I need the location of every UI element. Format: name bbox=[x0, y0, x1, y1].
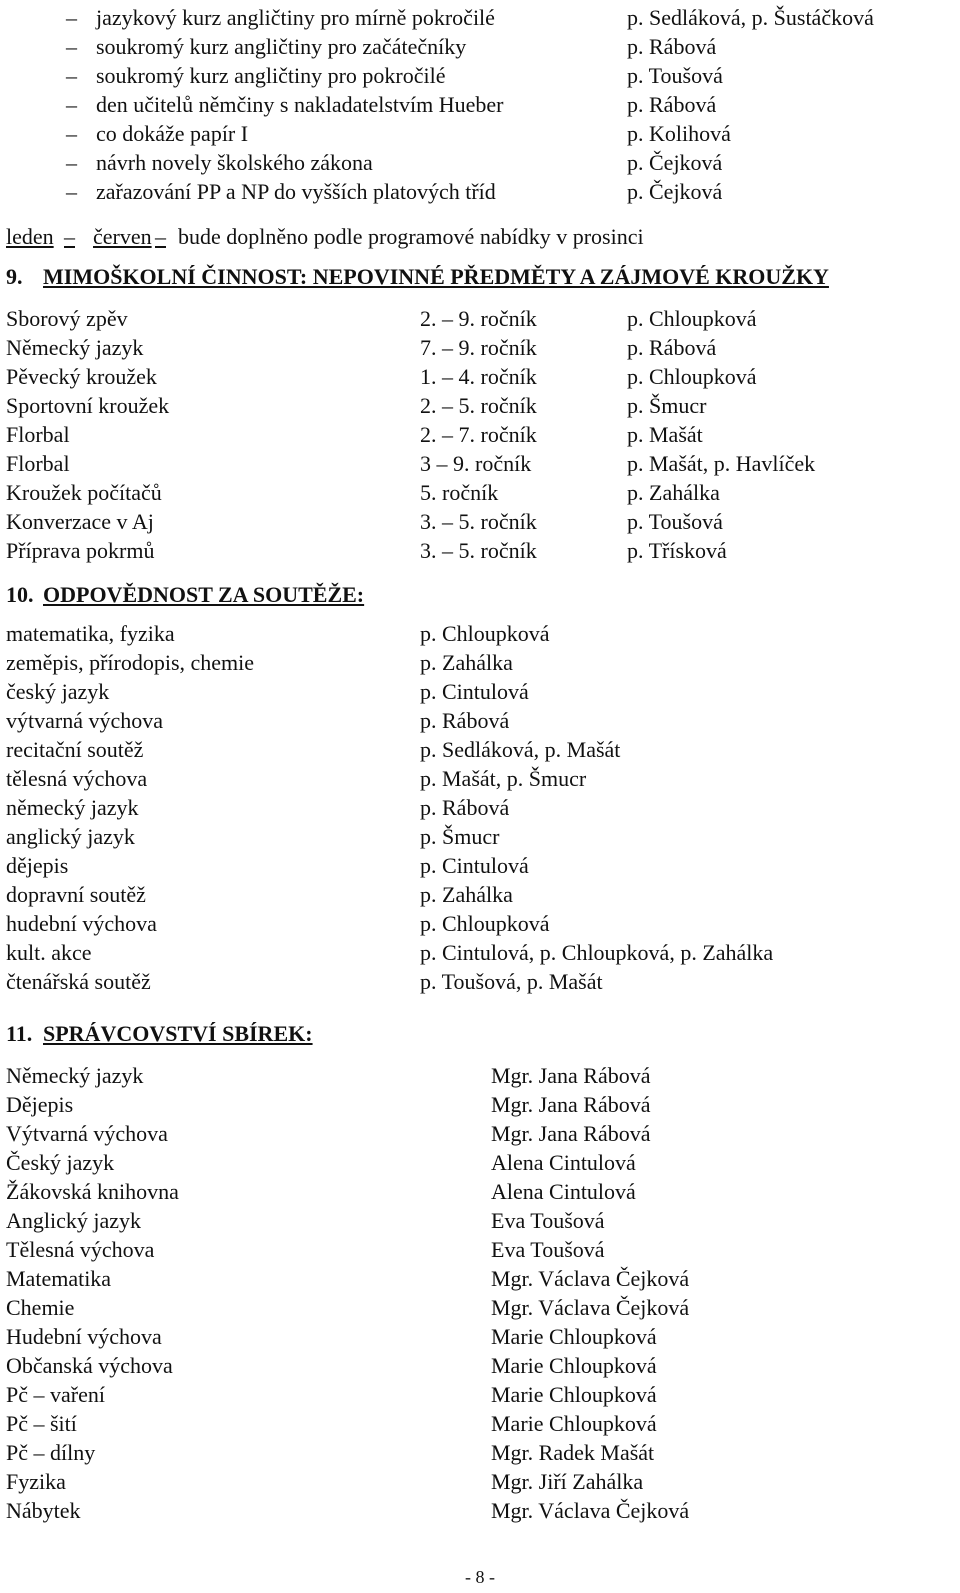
competition-person: p. Sedláková, p. Mašát bbox=[420, 737, 621, 762]
page-footer bbox=[0, 1563, 960, 1592]
competition-person: p. Rábová bbox=[420, 708, 510, 733]
table-row bbox=[0, 1206, 960, 1235]
activity-grades: 3. – 5. ročník bbox=[420, 538, 537, 563]
table-row bbox=[0, 1090, 960, 1119]
collection-curator: Alena Cintulová bbox=[491, 1179, 636, 1204]
course-row bbox=[0, 119, 960, 148]
course-name: zařazování PP a NP do vyšších platových tříd bbox=[96, 179, 496, 204]
competition-person: p. Zahálka bbox=[420, 882, 513, 907]
table-row bbox=[0, 967, 960, 996]
collection-curator: Mgr. Jana Rábová bbox=[491, 1121, 651, 1146]
course-name: soukromý kurz angličtiny pro začátečníky bbox=[96, 34, 467, 59]
collection-curator: Mgr. Václava Čejková bbox=[491, 1266, 690, 1291]
activity-name: Německý jazyk bbox=[6, 335, 144, 360]
competition-subject: kult. akce bbox=[6, 940, 92, 965]
table-row bbox=[0, 1119, 960, 1148]
collection-curator: Eva Toušová bbox=[491, 1208, 605, 1233]
activity-grades: 1. – 4. ročník bbox=[420, 364, 537, 389]
table-row bbox=[0, 938, 960, 967]
competition-subject: český jazyk bbox=[6, 679, 110, 704]
course-name: den učitelů němčiny s nakladatelstvím Hueber bbox=[96, 92, 504, 117]
period-from: leden bbox=[6, 224, 54, 249]
table-row bbox=[0, 1467, 960, 1496]
collection-curator: Alena Cintulová bbox=[491, 1150, 636, 1175]
competition-subject: matematika, fyzika bbox=[6, 621, 175, 646]
section-heading bbox=[0, 1019, 960, 1048]
competition-person: p. Šmucr bbox=[420, 824, 500, 849]
course-dash: – bbox=[66, 63, 77, 88]
activity-name: Konverzace v Aj bbox=[6, 509, 154, 534]
collection-name: Pč – vaření bbox=[6, 1382, 105, 1407]
collection-curator: Mgr. Jana Rábová bbox=[491, 1092, 651, 1117]
collection-curator: Marie Chloupková bbox=[491, 1324, 657, 1349]
table-row bbox=[0, 1061, 960, 1090]
activity-name: Pěvecký kroužek bbox=[6, 364, 157, 389]
activity-name: Florbal bbox=[6, 451, 70, 476]
period-dash: – bbox=[155, 224, 166, 249]
period-text: bude doplněno podle programové nabídky v prosinci bbox=[178, 224, 644, 249]
table-row bbox=[0, 619, 960, 648]
collection-curator: Marie Chloupková bbox=[491, 1353, 657, 1378]
course-row bbox=[0, 148, 960, 177]
collection-name: Matematika bbox=[6, 1266, 112, 1291]
course-row bbox=[0, 177, 960, 206]
course-name: návrh novely školského zákona bbox=[96, 150, 373, 175]
course-person: p. Toušová bbox=[627, 63, 723, 88]
section-title: ODPOVĚDNOST ZA SOUTĚŽE: bbox=[43, 582, 365, 607]
section-number: 9. bbox=[6, 264, 23, 289]
table-row bbox=[0, 1322, 960, 1351]
collection-curator: Eva Toušová bbox=[491, 1237, 605, 1262]
collection-curator: Mgr. Radek Mašát bbox=[491, 1440, 655, 1465]
table-row bbox=[0, 1264, 960, 1293]
table-row bbox=[0, 1177, 960, 1206]
table-row bbox=[0, 706, 960, 735]
course-row bbox=[0, 3, 960, 32]
table-row bbox=[0, 793, 960, 822]
collection-curator: Mgr. Václava Čejková bbox=[491, 1498, 690, 1523]
table-row bbox=[0, 1293, 960, 1322]
table-row bbox=[0, 735, 960, 764]
table-row bbox=[0, 478, 960, 507]
activity-grades: 3. – 5. ročník bbox=[420, 509, 537, 534]
collection-name: Nábytek bbox=[6, 1498, 81, 1523]
competition-subject: čtenářská soutěž bbox=[6, 969, 151, 994]
table-row bbox=[0, 851, 960, 880]
activity-name: Kroužek počítačů bbox=[6, 480, 162, 505]
collection-name: Žákovská knihovna bbox=[6, 1179, 179, 1204]
collection-name: Výtvarná výchova bbox=[6, 1121, 168, 1146]
activity-grades: 2. – 9. ročník bbox=[420, 306, 537, 331]
course-row bbox=[0, 90, 960, 119]
competition-person: p. Mašát, p. Šmucr bbox=[420, 766, 587, 791]
activity-leader: p. Zahálka bbox=[627, 480, 720, 505]
activity-name: Sborový zpěv bbox=[6, 306, 128, 331]
collection-name: Tělesná výchova bbox=[6, 1237, 155, 1262]
course-name: soukromý kurz angličtiny pro pokročilé bbox=[96, 63, 446, 88]
competition-subject: hudební výchova bbox=[6, 911, 157, 936]
activity-grades: 2. – 7. ročník bbox=[420, 422, 537, 447]
activity-leader: p. Šmucr bbox=[627, 393, 707, 418]
competition-person: p. Cintulová bbox=[420, 679, 529, 704]
activity-name: Sportovní kroužek bbox=[6, 393, 170, 418]
course-dash: – bbox=[66, 150, 77, 175]
period-to: červen bbox=[93, 224, 152, 249]
table-row bbox=[0, 764, 960, 793]
competition-subject: anglický jazyk bbox=[6, 824, 135, 849]
activity-leader: p. Toušová bbox=[627, 509, 723, 534]
competition-person: p. Chloupková bbox=[420, 621, 550, 646]
competition-subject: německý jazyk bbox=[6, 795, 139, 820]
collection-name: Dějepis bbox=[6, 1092, 74, 1117]
period-note bbox=[0, 222, 960, 251]
section-title: MIMOŠKOLNÍ ČINNOST: NEPOVINNÉ PŘEDMĚTY A ZÁJMOVÉ KROUŽKY bbox=[43, 264, 829, 289]
competition-person: p. Zahálka bbox=[420, 650, 513, 675]
course-dash: – bbox=[66, 5, 77, 30]
table-row bbox=[0, 1438, 960, 1467]
collection-curator: Mgr. Jiří Zahálka bbox=[491, 1469, 644, 1494]
table-row bbox=[0, 1409, 960, 1438]
activity-leader: p. Třísková bbox=[627, 538, 727, 563]
activity-leader: p. Rábová bbox=[627, 335, 717, 360]
course-person: p. Rábová bbox=[627, 92, 717, 117]
competition-person: p. Toušová, p. Mašát bbox=[420, 969, 603, 994]
table-row bbox=[0, 362, 960, 391]
course-row bbox=[0, 32, 960, 61]
table-row bbox=[0, 304, 960, 333]
table-row bbox=[0, 507, 960, 536]
activity-grades: 3 – 9. ročník bbox=[420, 451, 532, 476]
table-row bbox=[0, 449, 960, 478]
section-heading bbox=[0, 580, 960, 609]
course-person: p. Čejková bbox=[627, 150, 723, 175]
section-heading bbox=[0, 262, 960, 291]
table-row bbox=[0, 1351, 960, 1380]
competition-person: p. Chloupková bbox=[420, 911, 550, 936]
table-row bbox=[0, 648, 960, 677]
collection-curator: Marie Chloupková bbox=[491, 1411, 657, 1436]
collection-name: Chemie bbox=[6, 1295, 75, 1320]
collection-name: Hudební výchova bbox=[6, 1324, 162, 1349]
period-dash: – bbox=[64, 224, 75, 249]
competition-subject: recitační soutěž bbox=[6, 737, 144, 762]
activity-leader: p. Chloupková bbox=[627, 364, 757, 389]
course-name: co dokáže papír I bbox=[96, 121, 249, 146]
collection-name: Německý jazyk bbox=[6, 1063, 144, 1088]
competition-subject: tělesná výchova bbox=[6, 766, 148, 791]
collection-name: Český jazyk bbox=[6, 1150, 115, 1175]
table-row bbox=[0, 677, 960, 706]
page-number: - 8 - bbox=[465, 1567, 495, 1587]
course-person: p. Rábová bbox=[627, 34, 717, 59]
course-row bbox=[0, 61, 960, 90]
table-row bbox=[0, 1496, 960, 1525]
collection-name: Pč – dílny bbox=[6, 1440, 96, 1465]
activity-grades: 7. – 9. ročník bbox=[420, 335, 537, 360]
competition-subject: výtvarná výchova bbox=[6, 708, 163, 733]
competition-person: p. Cintulová bbox=[420, 853, 529, 878]
competition-subject: dopravní soutěž bbox=[6, 882, 146, 907]
course-dash: – bbox=[66, 34, 77, 59]
table-row bbox=[0, 909, 960, 938]
collection-name: Anglický jazyk bbox=[6, 1208, 142, 1233]
course-person: p. Čejková bbox=[627, 179, 723, 204]
activity-leader: p. Mašát, p. Havlíček bbox=[627, 451, 816, 476]
collection-curator: Mgr. Václava Čejková bbox=[491, 1295, 690, 1320]
table-row bbox=[0, 1235, 960, 1264]
activity-grades: 5. ročník bbox=[420, 480, 499, 505]
course-dash: – bbox=[66, 92, 77, 117]
table-row bbox=[0, 536, 960, 565]
competition-person: p. Rábová bbox=[420, 795, 510, 820]
table-row bbox=[0, 1380, 960, 1409]
table-row bbox=[0, 880, 960, 909]
course-dash: – bbox=[66, 179, 77, 204]
collection-curator: Marie Chloupková bbox=[491, 1382, 657, 1407]
collection-name: Pč – šití bbox=[6, 1411, 77, 1436]
table-row bbox=[0, 420, 960, 449]
table-row bbox=[0, 333, 960, 362]
section-number: 10. bbox=[6, 582, 34, 607]
table-row bbox=[0, 822, 960, 851]
section-title: SPRÁVCOVSTVÍ SBÍREK: bbox=[43, 1021, 313, 1046]
activity-leader: p. Mašát bbox=[627, 422, 703, 447]
collection-name: Fyzika bbox=[6, 1469, 66, 1494]
activity-grades: 2. – 5. ročník bbox=[420, 393, 537, 418]
course-name: jazykový kurz angličtiny pro mírně pokročilé bbox=[96, 5, 495, 30]
section-number: 11. bbox=[6, 1021, 33, 1046]
activity-leader: p. Chloupková bbox=[627, 306, 757, 331]
course-person: p. Kolihová bbox=[627, 121, 731, 146]
collection-name: Občanská výchova bbox=[6, 1353, 173, 1378]
table-row bbox=[0, 391, 960, 420]
course-person: p. Sedláková, p. Šustáčková bbox=[627, 5, 874, 30]
collection-curator: Mgr. Jana Rábová bbox=[491, 1063, 651, 1088]
table-row bbox=[0, 1148, 960, 1177]
course-dash: – bbox=[66, 121, 77, 146]
activity-name: Florbal bbox=[6, 422, 70, 447]
competition-subject: dějepis bbox=[6, 853, 69, 878]
competition-person: p. Cintulová, p. Chloupková, p. Zahálka bbox=[420, 940, 774, 965]
competition-subject: zeměpis, přírodopis, chemie bbox=[6, 650, 255, 675]
activity-name: Příprava pokrmů bbox=[6, 538, 155, 563]
